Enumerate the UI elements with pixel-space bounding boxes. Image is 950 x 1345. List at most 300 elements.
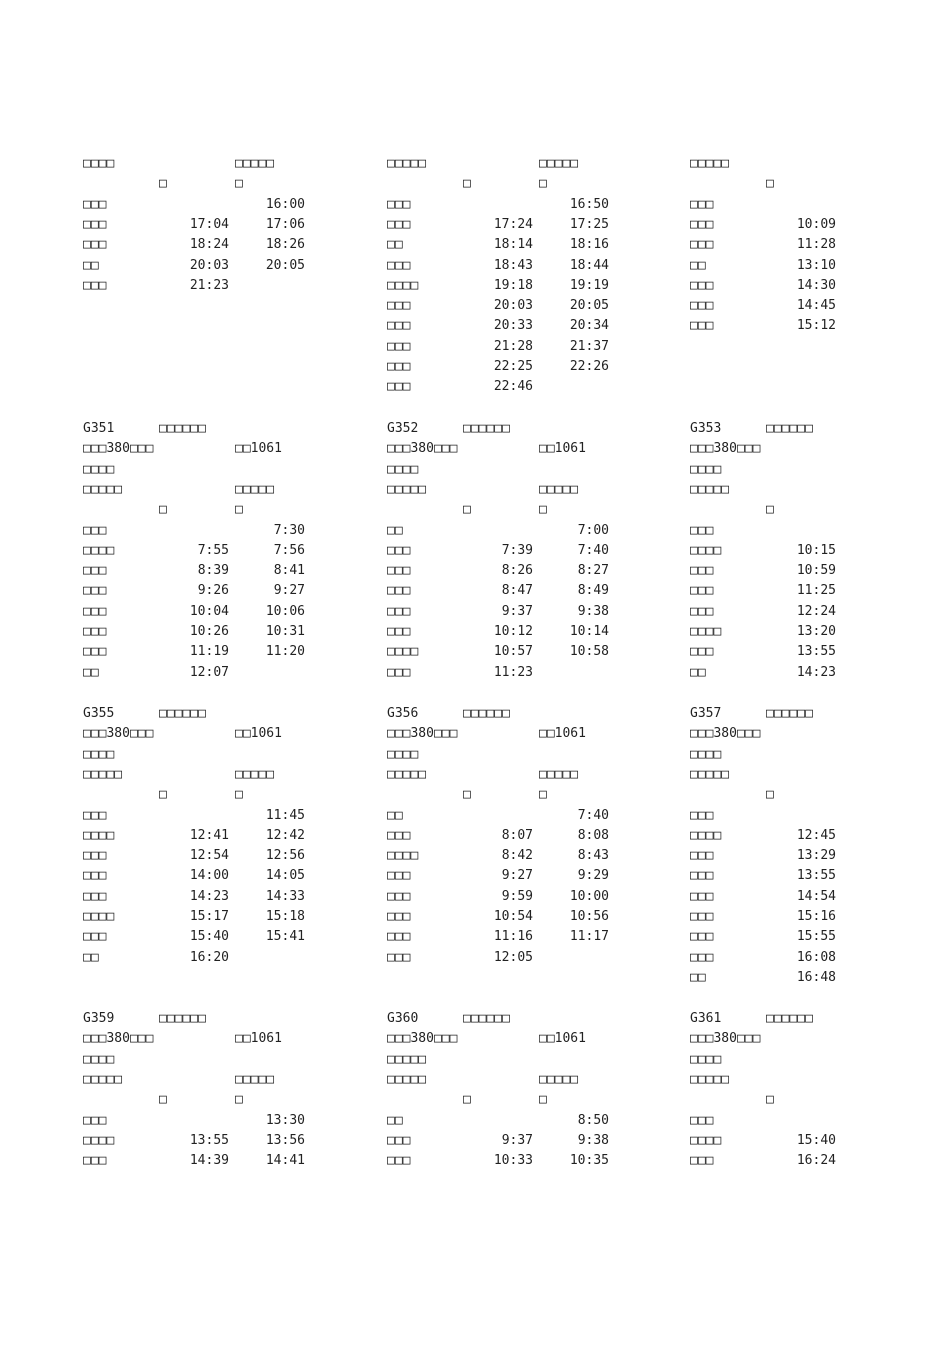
station-name: □□□ (387, 664, 411, 680)
station-name: □□□□ (690, 1132, 722, 1148)
column-header-row (83, 481, 323, 499)
train-info-left: □□□380□□□ (83, 1031, 154, 1047)
column-header-row (387, 481, 627, 499)
departure-time: 16:48 (796, 969, 836, 985)
subheader-right: □ (766, 502, 774, 518)
departure-time: 20:34 (569, 318, 609, 334)
station-name: □□□ (83, 1112, 107, 1128)
stop-row (690, 1152, 930, 1170)
train-title-row (83, 1010, 323, 1028)
arrival-time: 10:26 (189, 624, 229, 639)
train-info-left: □□□380□□□ (387, 726, 458, 742)
station-name: □□□ (387, 216, 411, 232)
station-name: □□□ (690, 583, 714, 599)
departure-time: 10:35 (569, 1153, 609, 1169)
stop-row (690, 623, 930, 641)
train-title-row (387, 1010, 627, 1028)
departure-time: 14:45 (796, 298, 836, 314)
train-code: G351 (83, 421, 115, 436)
station-name: □□□ (83, 237, 107, 253)
column-header-row (387, 155, 627, 173)
station-name: □□□ (690, 929, 714, 945)
station-name: □□□ (690, 298, 714, 314)
arrival-time: 7:39 (501, 542, 533, 558)
subheader-left: □ (463, 787, 471, 803)
train-title-row (690, 420, 930, 438)
column-subheader-row (387, 1091, 627, 1109)
subheader-right: □ (766, 176, 774, 192)
subheader-left: □ (159, 502, 167, 518)
departure-time: 13:29 (796, 848, 836, 864)
station-name: □□□□ (690, 624, 722, 639)
column-header-row (690, 1071, 930, 1089)
column-header-left: □□□□□ (387, 1071, 427, 1087)
stop-row (387, 643, 627, 661)
train-info-row (387, 440, 627, 458)
station-name: □□□□ (83, 827, 115, 843)
station-name: □□□□ (387, 277, 419, 293)
departure-time: 7:40 (577, 807, 609, 823)
train-code: G361 (690, 1011, 722, 1026)
station-name: □□□□ (387, 848, 419, 864)
stop-row (387, 623, 627, 641)
stop-row (690, 969, 930, 987)
train-route: □□□□□□ (766, 706, 813, 721)
stop-row (83, 277, 323, 295)
departure-time: 7:00 (577, 522, 609, 538)
train-info-right: □□1061 (539, 1031, 586, 1047)
stop-row (387, 1132, 627, 1150)
stop-row (690, 216, 930, 234)
train-title-row (83, 420, 323, 438)
stop-row (83, 949, 323, 967)
train-info2-row (83, 746, 323, 764)
arrival-time: 11:16 (493, 929, 533, 945)
column-header-row (690, 766, 930, 784)
column-subheader-row (387, 786, 627, 804)
departure-time: 8:50 (577, 1112, 609, 1128)
arrival-time: 10:33 (493, 1153, 533, 1169)
arrival-time: 9:37 (501, 603, 533, 619)
train-route: □□□□□□ (463, 1011, 510, 1026)
train-code: G359 (83, 1011, 115, 1026)
station-name: □□□ (690, 807, 714, 823)
departure-time: 14:33 (265, 888, 305, 904)
departure-time: 8:43 (577, 848, 609, 864)
station-name: □□□ (387, 949, 411, 965)
train-info-left: □□□380□□□ (690, 1031, 761, 1047)
column-header-row (83, 155, 323, 173)
station-name: □□□ (690, 603, 714, 619)
stop-row (83, 196, 323, 214)
subheader-left: □ (463, 502, 471, 518)
stop-row (83, 257, 323, 275)
train-info-left: □□□380□□□ (387, 1031, 458, 1047)
train-info-row (690, 1030, 930, 1048)
stop-row (83, 582, 323, 600)
station-name: □□□ (387, 603, 411, 619)
arrival-time: 22:25 (493, 359, 533, 374)
arrival-time: 15:40 (189, 929, 229, 945)
departure-time: 8:27 (577, 563, 609, 579)
stop-row (387, 542, 627, 560)
column-header-row (83, 766, 323, 784)
stop-row (83, 643, 323, 661)
departure-time: 10:15 (796, 542, 836, 558)
departure-time: 18:16 (569, 237, 609, 253)
departure-time: 14:05 (265, 868, 305, 884)
train-info-row (690, 725, 930, 743)
station-name: □□□□ (83, 542, 115, 558)
station-name: □□□ (387, 888, 411, 904)
column-header-row (690, 481, 930, 499)
arrival-time: 14:00 (189, 868, 229, 884)
train-info-left: □□□380□□□ (83, 441, 154, 457)
train-title-row (690, 705, 930, 723)
station-name: □□□ (83, 277, 107, 293)
station-name: □□□ (690, 563, 714, 579)
departure-time: 15:55 (796, 929, 836, 945)
train-info-left: □□□380□□□ (83, 726, 154, 742)
train-route: □□□□□□ (766, 1011, 813, 1026)
stop-row (690, 847, 930, 865)
column-subheader-row (83, 786, 323, 804)
subheader-left: □ (159, 1092, 167, 1108)
stop-row (690, 1132, 930, 1150)
station-name: □□□ (387, 542, 411, 558)
departure-time: 7:40 (577, 542, 609, 558)
departure-time: 10:00 (569, 888, 609, 904)
station-name: □□□□ (83, 909, 115, 924)
station-name: □□□ (690, 318, 714, 334)
train-info2: □□□□ (690, 461, 722, 477)
subheader-right: □ (539, 176, 547, 192)
subheader-left: □ (463, 1092, 471, 1108)
stop-row (387, 582, 627, 600)
arrival-time: 10:54 (493, 909, 533, 924)
station-name: □□□ (83, 888, 107, 904)
departure-time: 9:38 (577, 603, 609, 619)
stop-row (387, 847, 627, 865)
departure-time: 15:12 (796, 318, 836, 334)
train-info2-row (83, 1051, 323, 1069)
train-info2-row (690, 746, 930, 764)
station-name: □□□ (690, 216, 714, 232)
departure-time: 15:18 (265, 909, 305, 924)
departure-time: 22:26 (569, 359, 609, 374)
stop-row (690, 807, 930, 825)
train-info2: □□□□ (387, 461, 419, 477)
arrival-time: 17:24 (493, 216, 533, 232)
train-info2: □□□□ (83, 1051, 115, 1067)
arrival-time: 12:05 (493, 949, 533, 965)
station-name: □□□ (387, 298, 411, 314)
station-name: □□□ (387, 1153, 411, 1169)
departure-time: 12:56 (265, 848, 305, 864)
departure-time: 13:55 (796, 868, 836, 884)
column-subheader-row (690, 1091, 930, 1109)
column-header-left: □□□□□ (387, 156, 427, 171)
departure-time: 7:56 (273, 542, 305, 558)
train-info2-row (387, 461, 627, 479)
departure-time: 13:20 (796, 624, 836, 639)
train-info-row (387, 1030, 627, 1048)
train-info2: □□□□□ (387, 1051, 427, 1067)
departure-time: 13:10 (796, 257, 836, 273)
column-header-row (83, 1071, 323, 1089)
subheader-right: □ (539, 1092, 547, 1108)
column-header-row (387, 1071, 627, 1089)
subheader-right: □ (539, 502, 547, 518)
stop-row (83, 1132, 323, 1150)
stop-row (83, 236, 323, 254)
arrival-time: 22:46 (493, 379, 533, 395)
station-name: □□□ (387, 583, 411, 599)
train-route: □□□□□□ (766, 421, 813, 436)
arrival-time: 17:04 (189, 216, 229, 232)
stop-row (690, 257, 930, 275)
stop-row (690, 888, 930, 906)
train-info-row (83, 440, 323, 458)
column-header-right: □□□□□ (539, 766, 579, 782)
stop-row (83, 1152, 323, 1170)
departure-time: 15:41 (265, 929, 305, 945)
stop-row (387, 257, 627, 275)
station-name: □□□ (83, 522, 107, 538)
stop-row (690, 949, 930, 967)
departure-time: 16:08 (796, 949, 836, 965)
column-header-row (690, 155, 930, 173)
station-name: □□ (387, 1112, 403, 1128)
departure-time: 13:56 (265, 1132, 305, 1148)
column-header-left: □□□□□ (690, 481, 730, 497)
train-info2-row (387, 746, 627, 764)
subheader-left: □ (159, 176, 167, 192)
subheader-left: □ (159, 787, 167, 803)
station-name: □□□ (83, 196, 107, 212)
station-name: □□□□ (387, 644, 419, 660)
arrival-time: 7:55 (197, 542, 229, 558)
stop-row (690, 297, 930, 315)
column-subheader-row (690, 175, 930, 193)
column-header-right: □□□□□ (235, 766, 275, 782)
station-name: □□□□ (690, 827, 722, 843)
arrival-time: 11:23 (493, 664, 533, 680)
subheader-right: □ (766, 787, 774, 803)
arrival-time: 16:20 (189, 949, 229, 965)
station-name: □□□ (83, 603, 107, 619)
departure-time: 8:49 (577, 583, 609, 599)
column-header-left: □□□□□ (387, 766, 427, 782)
column-header-left: □□□□□ (690, 156, 730, 171)
departure-time: 15:40 (796, 1132, 836, 1148)
stop-row (83, 542, 323, 560)
station-name: □□ (690, 664, 706, 680)
column-header-left: □□□□□ (83, 481, 123, 497)
train-info-right: □□1061 (235, 726, 282, 742)
departure-time: 7:30 (273, 522, 305, 538)
arrival-time: 12:41 (189, 827, 229, 843)
subheader-right: □ (235, 787, 243, 803)
station-name: □□□□ (690, 542, 722, 558)
arrival-time: 8:07 (501, 827, 533, 843)
station-name: □□□ (387, 379, 411, 395)
stop-row (83, 216, 323, 234)
column-header-right: □□□□□ (235, 1071, 275, 1087)
arrival-time: 20:33 (493, 318, 533, 334)
column-subheader-row (690, 501, 930, 519)
train-info2: □□□□ (690, 1051, 722, 1067)
stop-row (83, 623, 323, 641)
station-name: □□□ (387, 909, 411, 924)
station-name: □□□ (387, 1132, 411, 1148)
stop-row (83, 664, 323, 682)
departure-time: 8:41 (273, 563, 305, 579)
arrival-time: 15:17 (189, 909, 229, 924)
train-info-right: □□1061 (539, 441, 586, 457)
departure-time: 8:08 (577, 827, 609, 843)
stop-row (690, 542, 930, 560)
arrival-time: 8:42 (501, 848, 533, 864)
train-info-left: □□□380□□□ (690, 726, 761, 742)
arrival-time: 9:26 (197, 583, 229, 599)
stop-row (387, 1152, 627, 1170)
station-name: □□□ (690, 237, 714, 253)
departure-time: 16:50 (569, 196, 609, 212)
train-info2-row (83, 461, 323, 479)
arrival-time: 18:14 (493, 237, 533, 253)
arrival-time: 10:12 (493, 624, 533, 639)
arrival-time: 8:39 (197, 563, 229, 579)
arrival-time: 9:37 (501, 1132, 533, 1148)
arrival-time: 12:54 (189, 848, 229, 864)
column-header-right: □□□□□ (235, 481, 275, 497)
departure-time: 10:09 (796, 216, 836, 232)
arrival-time: 9:27 (501, 868, 533, 884)
stop-row (690, 317, 930, 335)
train-info-row (83, 1030, 323, 1048)
station-name: □□□ (690, 1153, 714, 1169)
train-route: □□□□□□ (159, 1011, 206, 1026)
stop-row (387, 297, 627, 315)
station-name: □□□ (690, 868, 714, 884)
stop-row (387, 236, 627, 254)
arrival-time: 12:07 (189, 664, 229, 680)
station-name: □□□ (83, 1153, 107, 1169)
stop-row (690, 1112, 930, 1130)
station-name: □□□ (83, 216, 107, 232)
train-info2: □□□□ (83, 461, 115, 477)
stop-row (690, 562, 930, 580)
station-name: □□□ (387, 196, 411, 212)
train-info2: □□□□ (83, 746, 115, 762)
station-name: □□□ (690, 848, 714, 864)
station-name: □□□ (387, 359, 411, 374)
train-info2: □□□□ (690, 746, 722, 762)
departure-time: 10:56 (569, 909, 609, 924)
departure-time: 9:38 (577, 1132, 609, 1148)
departure-time: 20:05 (265, 257, 305, 273)
departure-time: 11:25 (796, 583, 836, 599)
train-info-left: □□□380□□□ (387, 441, 458, 457)
stop-row (387, 216, 627, 234)
train-info-row (83, 725, 323, 743)
train-title-row (690, 1010, 930, 1028)
train-title-row (387, 420, 627, 438)
stop-row (690, 236, 930, 254)
arrival-time: 14:39 (189, 1153, 229, 1169)
station-name: □□ (387, 522, 403, 538)
arrival-time: 21:23 (189, 277, 229, 293)
arrival-time: 13:55 (189, 1132, 229, 1148)
train-info-right: □□1061 (235, 1031, 282, 1047)
station-name: □□ (387, 237, 403, 253)
train-info2: □□□□ (387, 746, 419, 762)
departure-time: 10:31 (265, 624, 305, 639)
column-subheader-row (83, 175, 323, 193)
station-name: □□□ (387, 929, 411, 945)
train-info-right: □□1061 (235, 441, 282, 457)
stop-row (83, 1112, 323, 1130)
departure-time: 11:17 (569, 929, 609, 945)
station-name: □□□ (83, 848, 107, 864)
departure-time: 16:24 (796, 1153, 836, 1169)
station-name: □□□ (387, 827, 411, 843)
departure-time: 17:25 (569, 216, 609, 232)
stop-row (387, 807, 627, 825)
train-info-left: □□□380□□□ (690, 441, 761, 457)
subheader-left: □ (463, 176, 471, 192)
stop-row (690, 664, 930, 682)
train-code: G355 (83, 706, 115, 721)
train-code: G357 (690, 706, 722, 721)
subheader-right: □ (766, 1092, 774, 1108)
departure-time: 12:24 (796, 603, 836, 619)
stop-row (387, 664, 627, 682)
station-name: □□□ (83, 644, 107, 660)
station-name: □□□ (690, 196, 714, 212)
stop-row (690, 827, 930, 845)
stop-row (83, 603, 323, 621)
column-header-right: □□□□□ (235, 156, 275, 171)
stop-row (83, 562, 323, 580)
station-name: □□□ (690, 1112, 714, 1128)
arrival-time: 8:47 (501, 583, 533, 599)
column-header-left: □□□□□ (83, 766, 123, 782)
stop-row (387, 603, 627, 621)
subheader-right: □ (235, 176, 243, 192)
column-header-left: □□□□□ (690, 766, 730, 782)
departure-time: 9:29 (577, 868, 609, 884)
stop-row (387, 867, 627, 885)
arrival-time: 14:23 (189, 888, 229, 904)
station-name: □□□ (690, 522, 714, 538)
train-info-row (690, 440, 930, 458)
train-title-row (83, 705, 323, 723)
departure-time: 13:55 (796, 644, 836, 660)
stop-row (83, 888, 323, 906)
departure-time: 17:06 (265, 216, 305, 232)
train-info2-row (690, 1051, 930, 1069)
train-info-right: □□1061 (539, 726, 586, 742)
departure-time: 18:26 (265, 237, 305, 253)
train-code: G353 (690, 421, 722, 436)
departure-time: 14:41 (265, 1153, 305, 1169)
train-info-row (387, 725, 627, 743)
station-name: □□□□ (83, 1132, 115, 1148)
arrival-time: 10:57 (493, 644, 533, 660)
train-code: G356 (387, 706, 419, 721)
